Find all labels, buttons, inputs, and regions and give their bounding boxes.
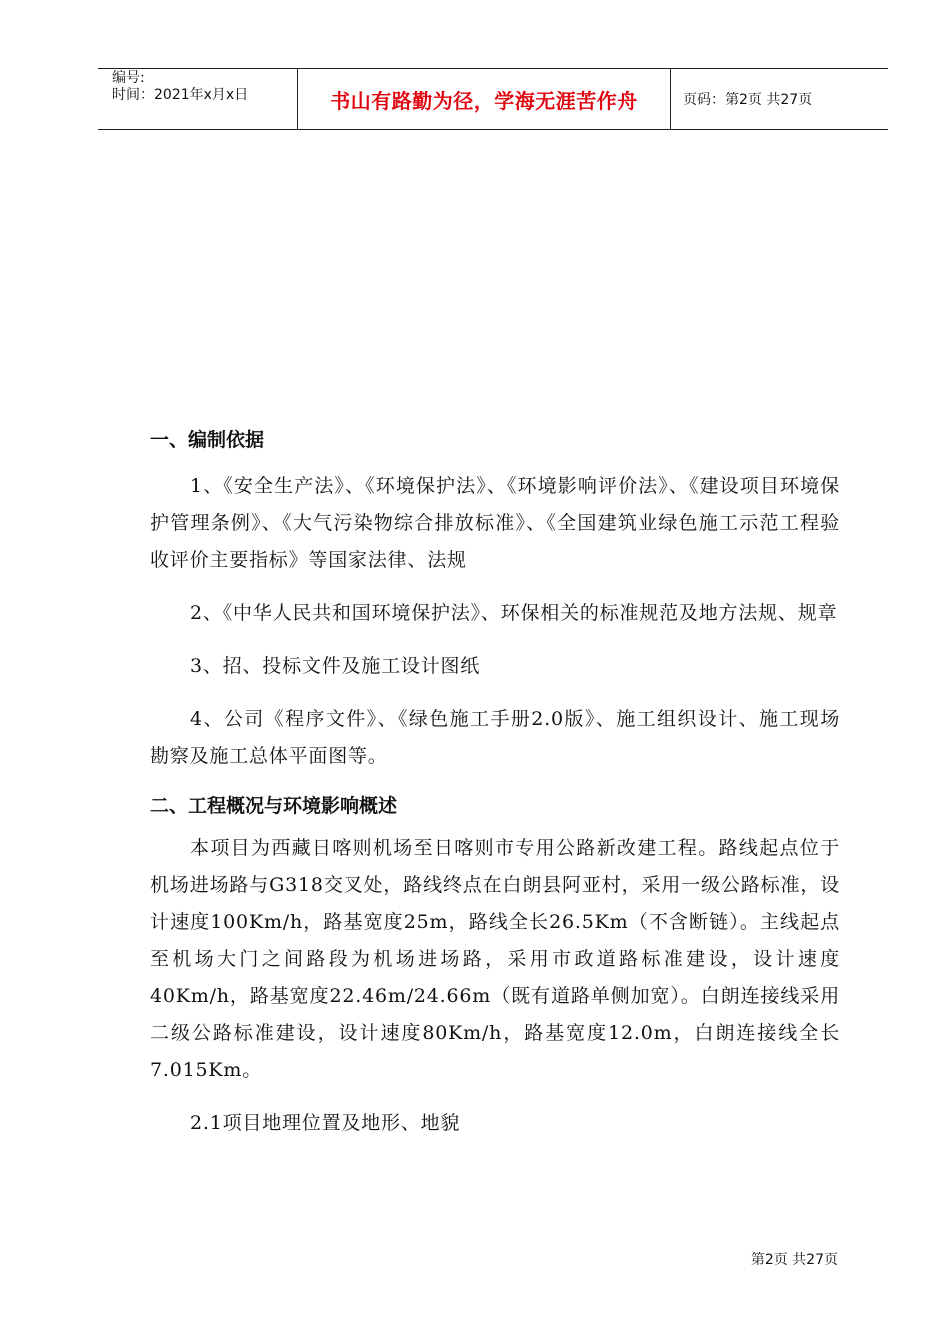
header-meta	[98, 69, 298, 129]
section-heading-basis: 一、编制依据	[150, 429, 265, 451]
page-header	[98, 68, 888, 130]
paragraph: 4、公司《程序文件》、《绿色施工手册2.0版》、施工组织设计、施工现场勘察及施工总体平面图等。	[150, 708, 840, 767]
header-page-number: 页码：第2页 共27页	[683, 92, 813, 108]
paragraph: 2、《中华人民共和国环境保护法》、环保相关的标准规范及地方法规、规章	[190, 602, 838, 624]
page-footer-number: 第2页 共27页	[750, 1252, 838, 1268]
subsection-title: 2.1项目地理位置及地形、地貌	[190, 1112, 461, 1134]
document-body	[150, 425, 840, 1142]
paragraph: 本项目为西藏日喀则机场至日喀则市专用公路新改建工程。路线起点位于机场进场路与G318交叉处，路线终点在白朗县阿亚村，采用一级公路标准，设计速度100Km/h，路基宽度25m，路线全长26.5Km（不含断链）。主线起点至机场大门之间路段为机场进场路，采用市政道路标准建设，设计速度40Km/h，路基宽度22.46m/24.66m（既有道路单侧加宽）。白朗连接线采用二级公路标准建设，设计速度80Km/h，路基宽度12.0m，白朗连接线全长7.015Km。	[150, 837, 840, 1081]
paragraph: 1、《安全生产法》、《环境保护法》、《环境影响评价法》、《建设项目环境保护管理条例》、《大气污染物综合排放标准》、《全国建筑业绿色施工示范工程验收评价主要指标》等国家法律、法规	[150, 475, 840, 571]
document-date: 时间：2021年x月x日	[112, 87, 249, 103]
document-number-label: 编号:	[112, 70, 145, 86]
header-motto: 书山有路勤为径，学海无涯苦作舟	[298, 69, 671, 129]
section-heading-overview: 二、工程概况与环境影响概述	[150, 795, 398, 817]
paragraph: 3、招、投标文件及施工设计图纸	[190, 655, 481, 677]
